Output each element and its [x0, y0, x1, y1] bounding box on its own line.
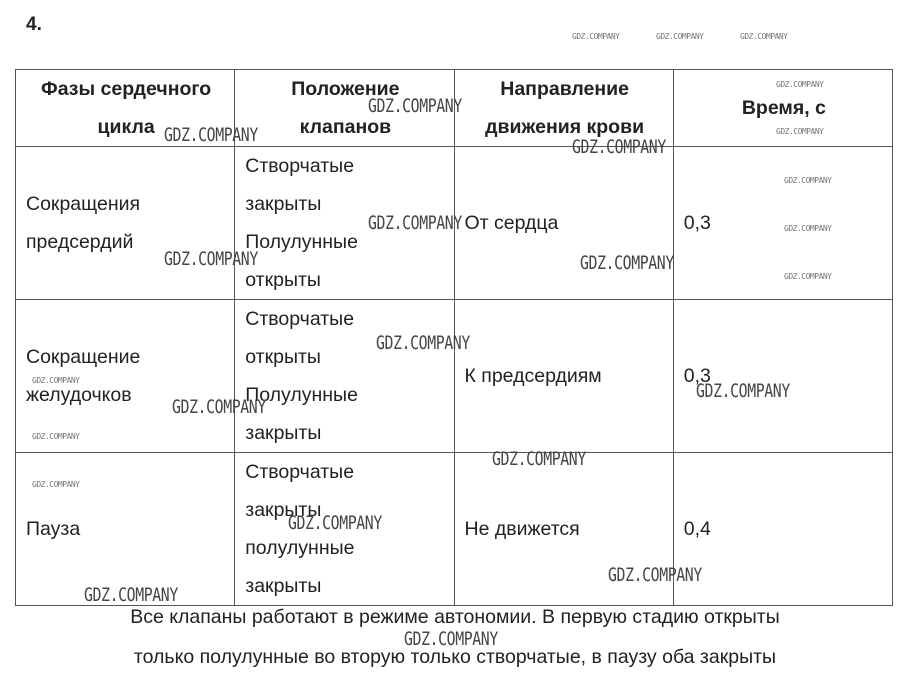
valves-line2: закрыты — [245, 499, 322, 521]
direction-cell: От сердца — [454, 147, 673, 300]
valves-line2: закрыты — [245, 193, 322, 215]
cardiac-cycle-table — [15, 69, 893, 606]
valves-line2: открыты — [245, 346, 321, 368]
direction-cell: К предсердиям — [454, 300, 673, 453]
table-row — [16, 147, 893, 300]
valves-line3: Полулунные — [245, 231, 358, 253]
watermark: GDZ.COMPANY — [288, 512, 382, 534]
phase-line1: Пауза — [26, 518, 81, 540]
watermark: GDZ.COMPANY — [740, 32, 788, 41]
header-time-label: Время, с — [741, 97, 826, 119]
table-header-row — [16, 70, 893, 147]
direction-cell: Не движется — [454, 453, 673, 606]
header-direction-line2: движения крови — [485, 116, 645, 138]
table-row — [16, 300, 893, 453]
valves-line3: Полулунные — [245, 384, 358, 406]
valves-line4: закрыты — [245, 575, 322, 597]
watermark: GDZ.COMPANY — [368, 212, 462, 234]
watermark: GDZ.COMPANY — [776, 127, 824, 136]
valves-cell — [235, 300, 454, 453]
watermark: GDZ.COMPANY — [696, 380, 790, 402]
task-number: 4. — [26, 14, 42, 35]
valves-line4: закрыты — [245, 422, 322, 444]
watermark: GDZ.COMPANY — [784, 272, 832, 281]
watermark: GDZ.COMPANY — [776, 80, 824, 89]
valves-line1: Створчатые — [245, 461, 355, 483]
watermark: GDZ.COMPANY — [376, 332, 470, 354]
valves-line4: открыты — [245, 269, 321, 291]
phase-cell — [16, 300, 235, 453]
watermark: GDZ.COMPANY — [164, 124, 258, 146]
phase-line1: Сокращение — [26, 346, 141, 368]
watermark: GDZ.COMPANY — [572, 32, 620, 41]
watermark: GDZ.COMPANY — [656, 32, 704, 41]
header-valves — [235, 70, 454, 147]
time-cell: 0,3 — [673, 147, 892, 300]
time-cell: 0,3 — [673, 300, 892, 453]
watermark: GDZ.COMPANY — [84, 584, 178, 606]
valves-line1: Створчатые — [245, 155, 355, 177]
valves-cell — [235, 147, 454, 300]
valves-cell — [235, 453, 454, 606]
header-phase-line1: Фазы сердечного — [41, 78, 212, 100]
header-phase — [16, 70, 235, 147]
phase-line1: Сокращения — [26, 193, 141, 215]
watermark: GDZ.COMPANY — [608, 564, 702, 586]
watermark: GDZ.COMPANY — [580, 252, 674, 274]
phase-line2: желудочков — [26, 384, 132, 406]
header-time — [673, 70, 892, 147]
header-valves-line1: Положение — [291, 78, 400, 100]
watermark: GDZ.COMPANY — [368, 95, 462, 117]
watermark: GDZ.COMPANY — [172, 396, 266, 418]
watermark: GDZ.COMPANY — [784, 224, 832, 233]
valves-line1: Створчатые — [245, 308, 355, 330]
watermark: GDZ.COMPANY — [404, 628, 498, 650]
phase-cell — [16, 453, 235, 606]
time-cell: 0,4 — [673, 453, 892, 606]
footer-line2: только полулунные во вторую только створчатые, в паузу оба закрыты — [133, 646, 777, 668]
phase-cell — [16, 147, 235, 300]
valves-line3: полулунные — [245, 537, 355, 559]
header-direction — [454, 70, 673, 147]
watermark: GDZ.COMPANY — [164, 248, 258, 270]
footer-line1: Все клапаны работают в режиме автономии. В первую стадию открыты — [130, 606, 780, 628]
phase-line2: предсердий — [26, 231, 134, 253]
watermark: GDZ.COMPANY — [32, 480, 80, 489]
header-direction-line1: Направление — [500, 78, 630, 100]
watermark: GDZ.COMPANY — [32, 432, 80, 441]
watermark: GDZ.COMPANY — [492, 448, 586, 470]
header-phase-line2: цикла — [97, 116, 155, 138]
watermark: GDZ.COMPANY — [784, 176, 832, 185]
watermark: GDZ.COMPANY — [572, 136, 666, 158]
table-row — [16, 453, 893, 606]
watermark: GDZ.COMPANY — [32, 376, 80, 385]
header-valves-line2: клапанов — [299, 116, 392, 138]
